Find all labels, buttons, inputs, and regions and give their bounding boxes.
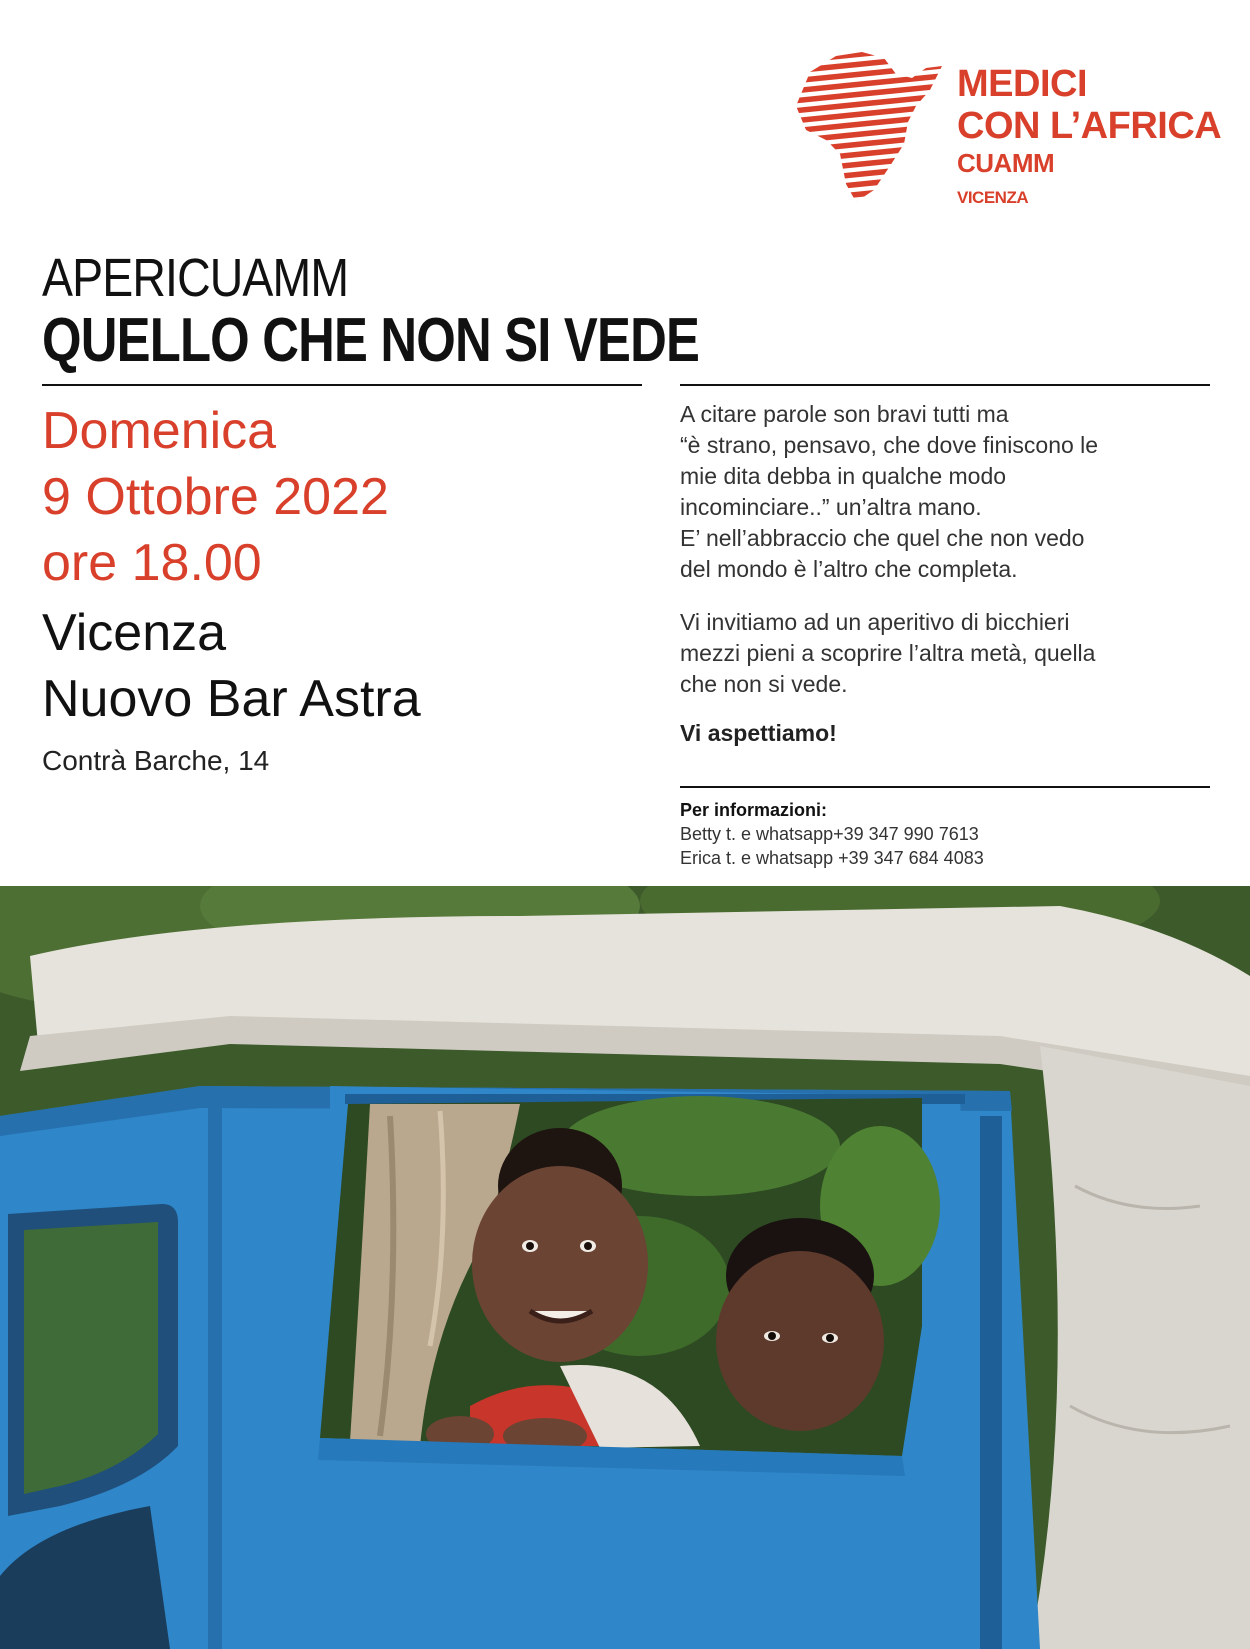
divider-right — [680, 384, 1210, 386]
series-title: APERICUAMM — [42, 248, 349, 308]
venue-city: Vicenza — [42, 604, 227, 662]
photo-children-in-vehicle — [0, 886, 1250, 1649]
divider-left — [42, 384, 642, 386]
invite-line: che non si vede. — [680, 671, 848, 697]
invite-line: mezzi pieni a scoprire l’altra metà, quella — [680, 640, 1096, 666]
poem-line: A citare parole son bravi tutti ma — [680, 401, 1009, 427]
venue-name: Nuovo Bar Astra — [42, 670, 421, 728]
contact-betty: Betty t. e whatsapp+39 347 990 7613 — [680, 824, 979, 844]
event-date: 9 Ottobre 2022 — [42, 468, 389, 526]
invite-paragraph — [680, 607, 1220, 700]
poem-line: E’ nell’abbraccio che quel che non vedo — [680, 525, 1085, 551]
poem-line: del mondo è l’altro che completa. — [680, 556, 1018, 582]
logo-text-medici: MEDICI — [957, 63, 1087, 105]
divider-info — [680, 786, 1210, 788]
venue-address: Contrà Barche, 14 — [42, 745, 270, 776]
logo-text-con-l-africa: CON L’AFRICA — [957, 105, 1222, 147]
event-title: QUELLO CHE NON SI VEDE — [42, 306, 700, 375]
poem-line: “è strano, pensavo, che dove finiscono le — [680, 432, 1099, 458]
poem-line: mie dita debba in qualche modo — [680, 463, 1007, 489]
poem-paragraph — [680, 399, 1220, 585]
event-day: Domenica — [42, 402, 277, 460]
event-time: ore 18.00 — [42, 534, 262, 592]
info-heading: Per informazioni: — [680, 800, 828, 820]
africa-map-icon — [792, 44, 944, 204]
contact-erica: Erica t. e whatsapp +39 347 684 4083 — [680, 848, 984, 868]
logo-text-cuamm: CUAMM — [957, 148, 1055, 178]
closing-text: Vi aspettiamo! — [680, 720, 837, 746]
logo-text-vicenza: VICENZA — [957, 188, 1029, 207]
invite-line: Vi invitiamo ad un aperitivo di bicchieri — [680, 609, 1070, 635]
poem-line: incominciare..” un’altra mano. — [680, 494, 982, 520]
